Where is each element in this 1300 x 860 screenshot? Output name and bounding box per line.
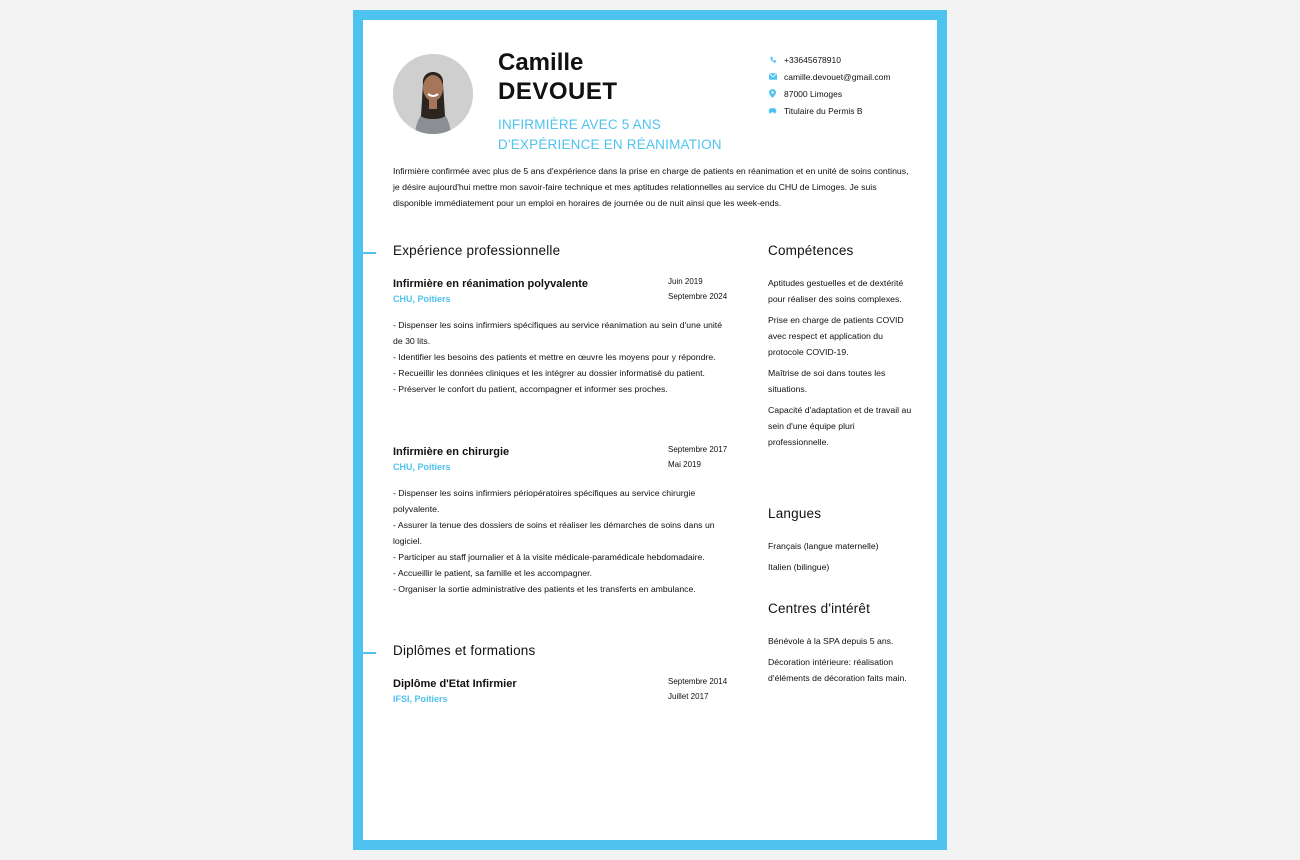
interests-list bbox=[768, 633, 913, 691]
headline-line: INFIRMIÈRE AVEC 5 ANS bbox=[498, 117, 661, 132]
job-duties bbox=[393, 485, 733, 597]
degree-dates bbox=[668, 675, 748, 704]
contact-phone-text: +33645678910 bbox=[784, 54, 841, 65]
contact-list bbox=[768, 51, 933, 119]
resume-border-frame bbox=[353, 10, 947, 850]
contact-email bbox=[768, 68, 933, 85]
degree-date-start: Septembre 2014 bbox=[668, 677, 728, 686]
degree-title: Diplôme d'Etat Infirmier bbox=[393, 678, 517, 690]
contact-license-text: Titulaire du Permis B bbox=[784, 105, 863, 116]
car-icon bbox=[768, 106, 777, 115]
job-duty: - Participer au staff journalier et à la visite médicale-paramédicale hebdomadaire. bbox=[393, 552, 705, 562]
headline-line: D'EXPÉRIENCE EN RÉANIMATION bbox=[498, 137, 722, 152]
location-pin-icon bbox=[768, 89, 777, 98]
profile-photo bbox=[393, 54, 473, 134]
section-title-languages: Langues bbox=[768, 506, 822, 521]
job-date-end: Mai 2019 bbox=[668, 459, 701, 469]
language-item: Français (langue maternelle) bbox=[768, 541, 879, 551]
section-title-skills: Compétences bbox=[768, 243, 854, 258]
skill-item: Capacité d'adaptation et de travail au sein d'une équipe pluri professionnelle. bbox=[768, 405, 912, 447]
contact-location bbox=[768, 85, 933, 102]
job-date-start: Septembre 2017 bbox=[668, 445, 728, 454]
section-title-experience: Expérience professionnelle bbox=[393, 243, 561, 258]
contact-email-text: camille.devouet@gmail.com bbox=[784, 71, 891, 82]
experience-entry bbox=[393, 275, 738, 397]
resume-page bbox=[363, 20, 937, 840]
section-marker bbox=[363, 652, 376, 654]
experience-entry bbox=[393, 443, 738, 597]
skill-item: Prise en charge de patients COVID avec respect et application du protocole COVID-19. bbox=[768, 315, 904, 357]
languages-list bbox=[768, 538, 913, 580]
section-title-education: Diplômes et formations bbox=[393, 643, 536, 658]
profile-photo-illustration bbox=[393, 54, 473, 134]
job-duty: - Identifier les besoins des patients et mettre en œuvre les moyens pour y répondre. bbox=[393, 352, 716, 362]
interest-item: Décoration intérieure: réalisation d'éléments de décoration faits main. bbox=[768, 657, 907, 683]
job-dates bbox=[668, 443, 748, 472]
job-duty: - Recueillir les données cliniques et les intégrer au dossier informatisé du patient. bbox=[393, 368, 705, 378]
contact-phone bbox=[768, 51, 933, 68]
first-name: Camille bbox=[498, 49, 584, 76]
degree-school: IFSI, Poitiers bbox=[393, 694, 448, 704]
job-title: Infirmière en réanimation polyvalente bbox=[393, 278, 589, 290]
mail-icon bbox=[768, 72, 777, 81]
section-title-interests: Centres d'intérêt bbox=[768, 601, 871, 616]
job-duty: - Accueillir le patient, sa famille et les accompagner. bbox=[393, 568, 592, 578]
skill-item: Aptitudes gestuelles et de dextérité pour réaliser des soins complexes. bbox=[768, 278, 904, 304]
education-entry bbox=[393, 675, 738, 704]
job-headline bbox=[498, 115, 748, 155]
job-duty: - Organiser la sortie administrative des patients et les transferts en ambulance. bbox=[393, 584, 696, 594]
phone-icon bbox=[768, 55, 777, 64]
last-name: DEVOUET bbox=[498, 78, 618, 105]
job-duty: - Dispenser les soins infirmiers spécifiques au service réanimation au sein d'une unité de 30 lits. bbox=[393, 320, 723, 346]
job-employer: CHU, Poitiers bbox=[393, 294, 451, 304]
profile-summary: Infirmière confirmée avec plus de 5 ans d'expérience dans la prise en charge de patients en réanimation et en unité de soins continus, je désire aujourd'hui mettre mon savoir-faire technique et mes aptitudes relationnelles au service du CHU de Limoges. Je suis disponible immédiatement pour un emploi en horaires de journée ou de nuit ainsi que les week-ends. bbox=[393, 166, 909, 208]
section-marker bbox=[363, 252, 376, 254]
skill-item: Maîtrise de soi dans toutes les situations. bbox=[768, 368, 886, 394]
degree-date-end: Juillet 2017 bbox=[668, 691, 709, 701]
job-dates bbox=[668, 275, 748, 304]
language-item: Italien (bilingue) bbox=[768, 562, 830, 572]
job-date-start: Juin 2019 bbox=[668, 277, 703, 286]
interest-item: Bénévole à la SPA depuis 5 ans. bbox=[768, 636, 894, 646]
job-title: Infirmière en chirurgie bbox=[393, 446, 510, 458]
job-duty: - Assurer la tenue des dossiers de soins et réaliser les démarches de soins dans un logiciel. bbox=[393, 520, 715, 546]
contact-location-text: 87000 Limoges bbox=[784, 88, 843, 99]
skills-list bbox=[768, 275, 913, 455]
contact-license bbox=[768, 102, 933, 119]
job-duty: - Dispenser les soins infirmiers périopératoires spécifiques au service chirurgie polyvalente. bbox=[393, 488, 696, 514]
job-date-end: Septembre 2024 bbox=[668, 291, 728, 301]
job-employer: CHU, Poitiers bbox=[393, 462, 451, 472]
job-duty: - Préserver le confort du patient, accompagner et informer ses proches. bbox=[393, 384, 668, 394]
job-duties bbox=[393, 317, 733, 397]
